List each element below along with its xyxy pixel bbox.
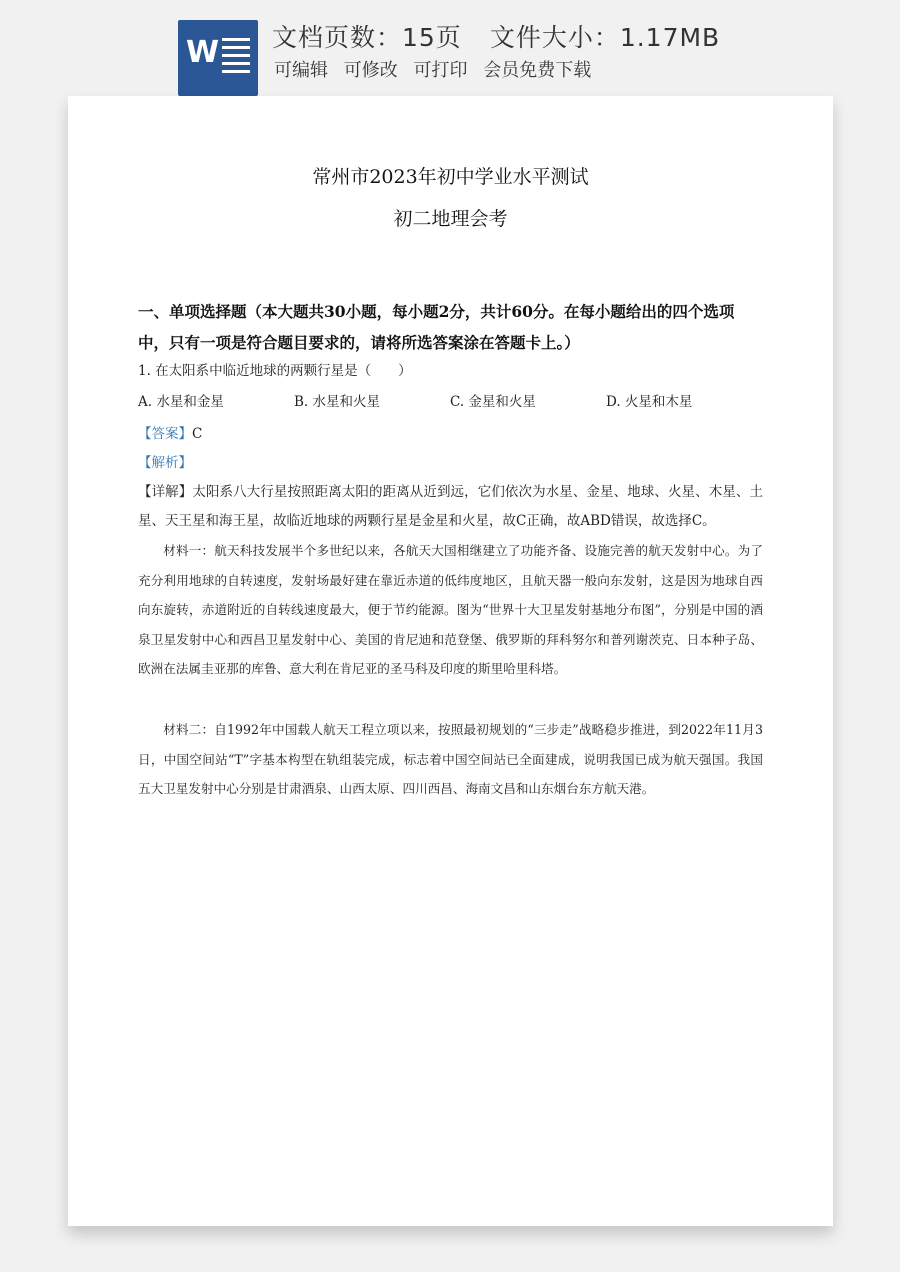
detail-paragraph: [138, 478, 763, 536]
feature-member-download: 会员免费下载: [483, 60, 592, 81]
detail-text: 太阳系八大行星按照距离太阳的距离从近到远，它们依次为水星、金星、地球、火星、木星、土星、天王星和海王星，故临近地球的两颗行星是金星和火星，故C正确，故ABD错误，故选择C。: [138, 484, 764, 529]
question-1: 1. 在太阳系中临近地球的两颗行星是（ ）: [138, 363, 412, 379]
file-size-label: 文件大小：1.17MB: [489, 23, 721, 52]
section-heading: 一、单项选择题（本大题共30小题，每小题2分，共计60分。在每小题给出的四个选项中，只有一项是符合题目要求的，请将所选答案涂在答题卡上。）: [138, 302, 735, 352]
option-b: B. 水星和火星: [294, 394, 381, 410]
answer-tag: 【答案】: [138, 426, 192, 442]
option-a: A. 水星和金星: [138, 394, 224, 410]
answer-line: [138, 422, 202, 442]
option-d: D. 火星和木星: [606, 394, 693, 410]
feature-printable: 可打印: [413, 60, 468, 81]
word-doc-icon: W: [178, 20, 258, 96]
doc-subtitle: 初二地理会考: [393, 208, 508, 230]
analysis-tag: 【解析】: [138, 455, 192, 471]
feature-editable: 可编辑: [274, 60, 328, 81]
page-count-label: 文档页数：15页: [272, 23, 462, 52]
document-page: [68, 96, 833, 1226]
material-2: 材料二：自1992年中国载人航天工程立项以来，按照最初规划的“三步走”战略稳步推进，到2022年11月3日，中国空间站“T”字基本构型在轨组装完成，标志着中国空间站已全面建成，说明我国已成为航天强国。我国五大卫星发射中心分别是甘肃酒泉、山西太原、四川西昌、海南文昌和山东烟台东方航天港。: [138, 722, 763, 796]
doc-info-header: [0, 0, 900, 96]
detail-tag: 【详解】: [138, 484, 193, 500]
answer-value: C: [192, 426, 203, 442]
doc-stats: [272, 18, 720, 54]
material-1: 材料一：航天科技发展半个多世纪以来，各航天大国相继建立了功能齐备、设施完善的航天发射中心。为了充分利用地球的自转速度，发射场最好建在靠近赤道的低纬度地区，且航天器一般向东发射，这是因为地球自西向东旋转，赤道附近的自转线速度最大，便于节约能源。图为“世界十大卫星发射基地分布图”，分别是中国的酒泉卫星发射中心和西昌卫星发射中心、美国的肯尼迪和范登堡、俄罗斯的拜科努尔和普列谢茨克、日本种子岛、欧洲在法属圭亚那的库鲁、意大利在肯尼亚的圣马科及印度的斯里哈里科塔。: [138, 543, 763, 676]
feature-modifiable: 可修改: [343, 60, 398, 81]
option-c: C. 金星和火星: [450, 394, 536, 410]
feature-list: [274, 56, 601, 82]
doc-title: 常州市2023年初中学业水平测试: [312, 166, 589, 188]
